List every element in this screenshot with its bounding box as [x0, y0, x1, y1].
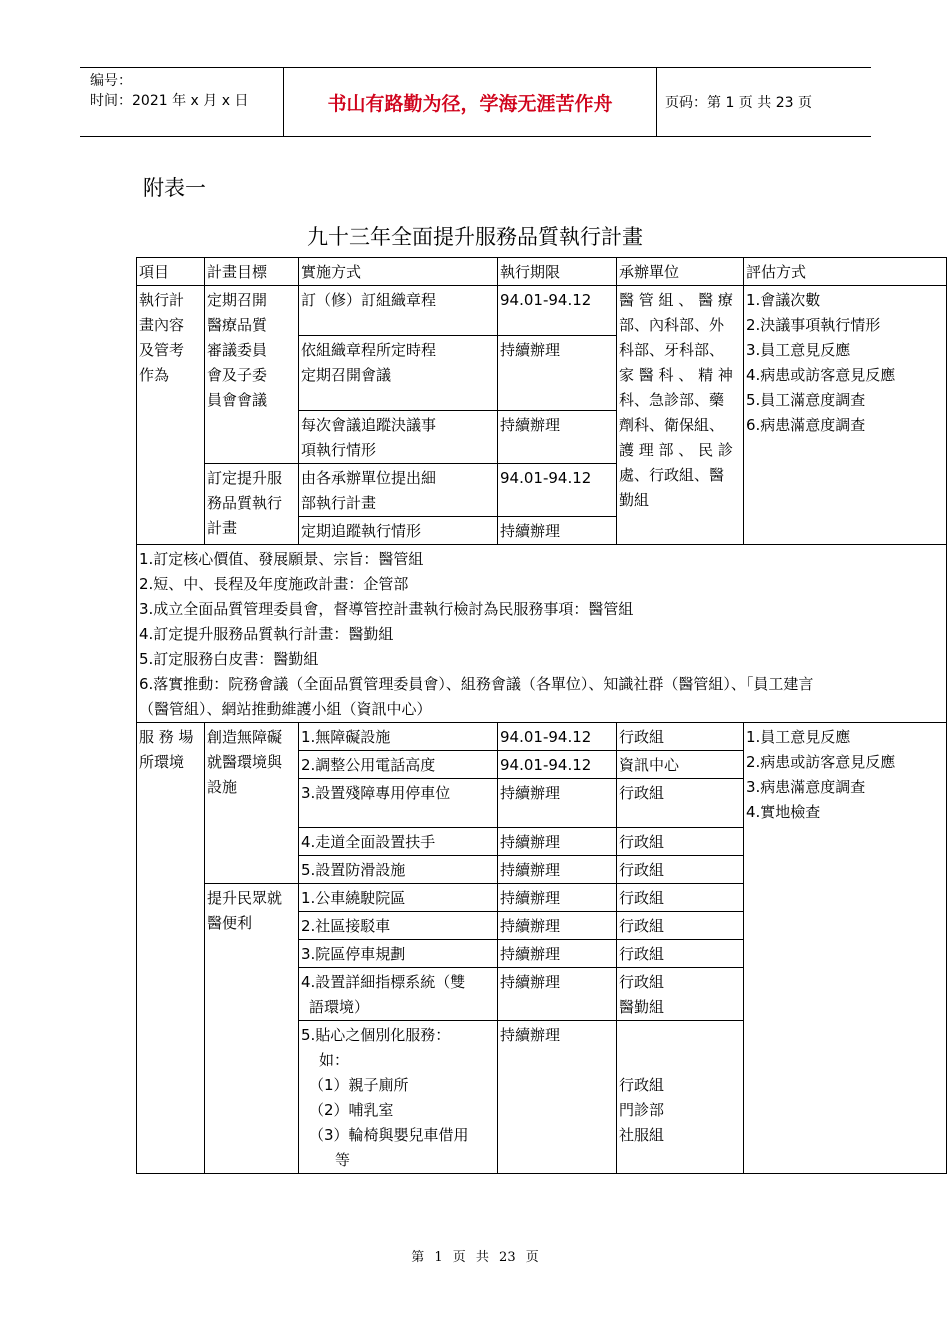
method-cell: 5.貼心之個別化服務： 如： （1）親子廁所 （2）哺乳室 （3）輪椅與嬰兒車借用 等 — [299, 1021, 498, 1174]
motto-text: 书山有路勤为径，学海无涯苦作舟 — [327, 92, 613, 115]
note-line: 1.訂定核心價值、發展願景、宗旨：醫管組 — [139, 550, 424, 568]
header-page-cell — [656, 68, 871, 136]
method-cell: 4.設置詳細指標系統（雙 語環境） — [299, 968, 498, 1021]
period-cell: 持續辦理 — [498, 411, 617, 464]
page-footer: 第 1 页 共 23 页 — [411, 1250, 539, 1265]
document-title: 九十三年全面提升服務品質執行計畫 — [307, 225, 643, 249]
table-header-row — [137, 258, 947, 286]
method-cell: 訂（修）訂組織章程 — [299, 286, 498, 336]
header-motto-cell — [283, 68, 657, 136]
column-header: 實施方式 — [299, 258, 498, 286]
method-cell: 3.設置殘障專用停車位 — [299, 779, 498, 828]
item-cell: 執行計 畫內容 及管考 作為 — [137, 286, 205, 545]
method-cell: 3.院區停車規劃 — [299, 940, 498, 968]
method-cell: 定期追蹤執行情形 — [299, 517, 498, 545]
notes-cell — [137, 545, 947, 723]
unit-cell: 行政組 門診部 社服組 — [617, 1021, 744, 1174]
note-line: 4.訂定提升服務品質執行計畫：醫勤組 — [139, 625, 394, 643]
unit-cell: 行政組 — [617, 828, 744, 856]
method-cell: 1.無障礙設施 — [299, 723, 498, 751]
unit-cell: 醫 管 組 、 醫 療 部、內科部、外 科部、牙科部、 家 醫 科 、 精 神 科、急診部、藥 劑科、衛保組、 護 理 部 、 民 診 處、行政組、醫 勤組 — [617, 286, 744, 545]
unit-cell: 行政組 — [617, 779, 744, 828]
method-cell: 2.社區接駁車 — [299, 912, 498, 940]
period-cell: 持續辦理 — [498, 856, 617, 884]
notes-row — [137, 545, 947, 723]
period-cell: 持續辦理 — [498, 779, 617, 828]
period-cell: 持續辦理 — [498, 517, 617, 545]
note-line: 5.訂定服務白皮書：醫勤組 — [139, 650, 319, 668]
period-cell: 持續辦理 — [498, 912, 617, 940]
unit-cell: 行政組 — [617, 723, 744, 751]
unit-cell: 資訊中心 — [617, 751, 744, 779]
period-cell: 94.01-94.12 — [498, 723, 617, 751]
period-cell: 持續辦理 — [498, 968, 617, 1021]
appendix-label: 附表一 — [143, 176, 206, 200]
period-cell: 持續辦理 — [498, 336, 617, 411]
page-header — [80, 67, 871, 137]
column-header: 執行期限 — [498, 258, 617, 286]
method-cell: 4.走道全面設置扶手 — [299, 828, 498, 856]
column-header: 項目 — [137, 258, 205, 286]
note-line: 3.成立全面品質管理委員會，督導管控計畫執行檢討為民服務事項：醫管組 — [139, 600, 634, 618]
evaluation-cell: 1.員工意見反應 2.病患或訪客意見反應 3.病患滿意度調查 4.實地檢查 — [744, 723, 947, 1174]
header-meta — [80, 68, 283, 136]
date-label: 时间：2021 年 x 月 x 日 — [90, 93, 249, 109]
page-info: 页码：第 1 页 共 23 页 — [665, 95, 812, 111]
unit-cell: 行政組 — [617, 856, 744, 884]
period-cell: 持續辦理 — [498, 940, 617, 968]
goal-cell: 訂定提升服 務品質執行 計畫 — [205, 464, 299, 545]
period-cell: 94.01-94.12 — [498, 751, 617, 779]
method-cell: 2.調整公用電話高度 — [299, 751, 498, 779]
unit-cell: 行政組 — [617, 884, 744, 912]
plan-table — [136, 257, 947, 1174]
unit-cell: 行政組 醫勤組 — [617, 968, 744, 1021]
unit-cell: 行政組 — [617, 912, 744, 940]
number-label: 编号： — [90, 73, 132, 89]
table-row — [137, 723, 947, 751]
item-cell: 服 務 場 所環境 — [137, 723, 205, 1174]
method-cell: 每次會議追蹤決議事 項執行情形 — [299, 411, 498, 464]
goal-cell: 定期召開 醫療品質 審議委員 會及子委 員會會議 — [205, 286, 299, 464]
period-cell: 持續辦理 — [498, 828, 617, 856]
column-header: 承辦單位 — [617, 258, 744, 286]
period-cell: 持續辦理 — [498, 1021, 617, 1174]
period-cell: 94.01-94.12 — [498, 286, 617, 336]
method-cell: 1.公車繞駛院區 — [299, 884, 498, 912]
goal-cell: 提升民眾就 醫便利 — [205, 884, 299, 1174]
period-cell: 94.01-94.12 — [498, 464, 617, 517]
column-header: 評估方式 — [744, 258, 947, 286]
goal-cell: 創造無障礙 就醫環境與 設施 — [205, 723, 299, 884]
period-cell: 持續辦理 — [498, 884, 617, 912]
method-cell: 依組織章程所定時程 定期召開會議 — [299, 336, 498, 411]
table-row — [137, 286, 947, 336]
column-header: 計畫目標 — [205, 258, 299, 286]
unit-cell: 行政組 — [617, 940, 744, 968]
note-line: 2.短、中、長程及年度施政計畫：企管部 — [139, 575, 409, 593]
note-line: （醫管組）、網站推動維護小組（資訊中心） — [139, 700, 432, 718]
method-cell: 由各承辦單位提出細 部執行計畫 — [299, 464, 498, 517]
method-cell: 5.設置防滑設施 — [299, 856, 498, 884]
evaluation-cell: 1.會議次數 2.決議事項執行情形 3.員工意見反應 4.病患或訪客意見反應 5.員工滿意度調查 6.病患滿意度調查 — [744, 286, 947, 545]
note-line: 6.落實推動：院務會議（全面品質管理委員會）、組務會議（各單位）、知識社群（醫管組）、「員工建言 — [139, 675, 814, 693]
